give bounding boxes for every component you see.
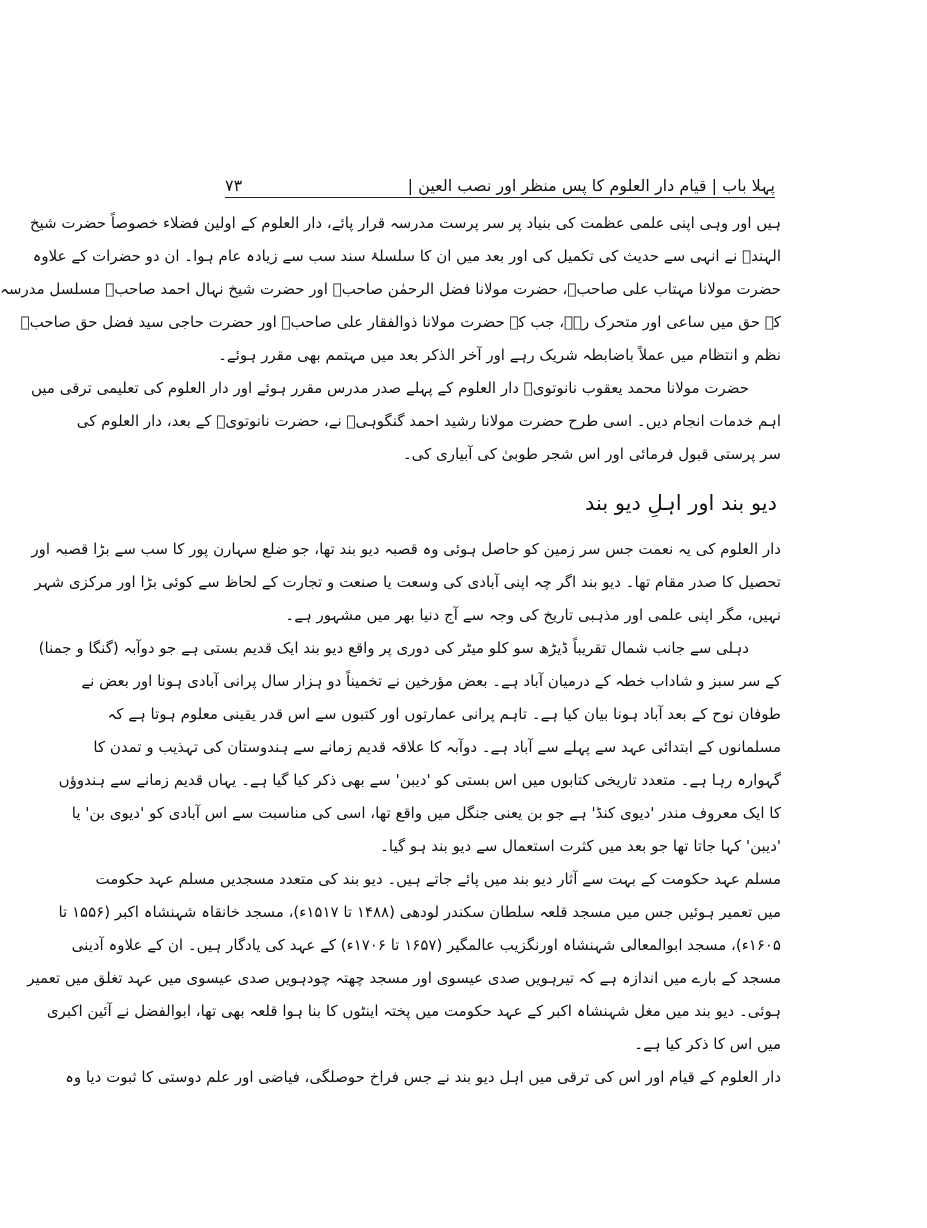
- text-line: نظم و انتظام میں عملاً باضابطہ شریک رہے اور آخر الذکر بعد میں مہتمم بھی مقرر ہوئے۔: [218, 346, 781, 364]
- text-line: مسلمانوں کے ابتدائی عہد سے پہلے سے آباد ہے۔ دوآبہ کا علاقہ قدیم زمانے سے ہندوستان کی تہذیب و تمدن کا: [93, 738, 781, 756]
- text-line: طوفان نوح کے بعد آباد ہونا بیان کیا ہے۔ تاہم پرانی عمارتوں اور کتبوں سے اس قدر یقینی معلوم ہوتا ہے کہ: [107, 705, 781, 723]
- text-line: میں تعمیر ہوئیں جس میں مسجد قلعہ سلطان سکندر لودھی (۱۴۸۸ تا ۱۵۱۷ء)، مسجد خانقاہ شہنشاہ اکبر (۱۵۵۶ تا: [58, 903, 781, 921]
- text-line: مسلم عہد حکومت کے بہت سے آثار دیو بند میں پائے جاتے ہیں۔ دیو بند کی متعدد مسجدیں مسلم عہد حکومت: [95, 870, 781, 888]
- text-line: کے سر سبز و شاداب خطہ کے درمیان آباد ہے۔ بعض مؤرخین نے تخمیناً دو ہزار سال پرانی آبادی ہونا اور بعض نے: [81, 672, 781, 690]
- text-line: ہیں اور وہی اپنی علمی عظمت کی بنیاد پر سر پرست مدرسہ قرار پائے، دار العلوم کے اولین فضلاء خصوصاً حضرت شیخ: [29, 214, 781, 232]
- text-line: مسجد کے بارے میں اندازہ ہے کہ تیرہویں صدی عیسوی اور مسجد چھتہ چودہویں صدی عیسوی میں عہد تغلق میں تعمیر: [27, 969, 781, 987]
- text-line: ہوئی۔ دیو بند میں مغل شہنشاہ اکبر کے عہد حکومت میں پختہ اینٹوں کا بنا ہوا قلعہ بھی تھا، ابوالفضل نے آئین اکبری: [46, 1002, 781, 1020]
- text-line: اہم خدمات انجام دیں۔ اسی طرح حضرت مولانا رشید احمد گنگوہیؒ نے، حضرت نانوتویؒ کے بعد، دار العلوم کی: [76, 412, 781, 430]
- paragraph-5: [27, 863, 781, 1061]
- text-line: سر پرستی قبول فرمائی اور اس شجر طوبیٰ کی آبیاری کی۔: [402, 445, 781, 463]
- text-line: دہلی سے جانب شمال تقریباً ڈیڑھ سو کلو میٹر کی دوری پر واقع دیو بند ایک قدیم بستی ہے جو دوآبہ (گنگا و جمنا): [38, 639, 749, 657]
- text-line: ۱۶۰۵ء)، مسجد ابوالمعالی شہنشاہ اورنگزیب عالمگیر (۱۶۵۷ تا ۱۷۰۶ء) کے عہد کی یادگار ہیں۔ ان کے علاوہ آدینی: [71, 936, 781, 954]
- text-line: الہندؒ نے انہی سے حدیث کی تکمیل کی اور بعد میں ان کا سلسلۂ سند سب سے زیادہ عام ہوا۔ ان دو حضرات کے علاوہ: [32, 247, 781, 265]
- paragraph-1: [0, 207, 781, 372]
- text-line: 'دیبن' کہا جاتا تھا جو بعد میں کثرت استعمال سے دیو بند ہو گیا۔: [380, 837, 781, 855]
- page-body: [0, 207, 781, 1094]
- text-line: حضرت مولانا محمد یعقوب نانوتویؒ دار العلوم کے پہلے صدر مدرس مقرر ہوئے اور دار العلوم کی تعلیمی ترقی میں: [30, 379, 749, 397]
- paragraph-3: [31, 533, 781, 632]
- chapter-title: پہلا باب | قیام دار العلوم کا پس منظر اور نصب العین |: [407, 176, 775, 195]
- paragraph-2: [30, 372, 781, 471]
- text-line: نہیں، مگر اپنی علمی اور مذہبی تاریخ کی وجہ سے آج دنیا بھر میں مشہور ہے۔: [285, 606, 781, 624]
- text-line: کا ایک معروف مندر 'دیوی کنڈ' ہے جو بن یعنی جنگل میں واقع تھا، اسی کی مناسبت سے اس آبادی کو 'دیوی بن' یا: [71, 804, 781, 822]
- text-line: میں اس کا ذکر کیا ہے۔: [634, 1035, 781, 1053]
- header-divider: [225, 197, 775, 198]
- section-heading: دیو بند اور اہلِ دیو بند: [584, 491, 777, 515]
- text-line: تحصیل کا صدر مقام تھا۔ دیو بند اگر چہ اپنی آبادی کی وسعت یا صنعت و تجارت کے لحاظ سے کوئی بڑا اور مرکزی شہر: [34, 573, 781, 591]
- paragraph-6: [65, 1061, 781, 1094]
- text-line: گہوارہ رہا ہے۔ متعدد تاریخی کتابوں میں اس بستی کو 'دیبن' سے بھی ذکر کیا گیا ہے۔ یہاں قدیم زمانے سے ہندوؤں: [58, 771, 781, 789]
- text-line: دار العلوم کے قیام اور اس کی ترقی میں اہل دیو بند نے جس فراخ حوصلگی، فیاضی اور علم دوستی کا ثبوت دیا وہ: [65, 1068, 781, 1086]
- text-line: دار العلوم کی یہ نعمت جس سر زمین کو حاصل ہوئی وہ قصبہ دیو بند تھا، جو ضلع سہارن پور کا سب سے بڑا قصبہ اور: [31, 540, 781, 558]
- running-header: [225, 160, 775, 194]
- text-line: حضرت مولانا مہتاب علی صاحبؒ، حضرت مولانا فضل الرحمٰن صاحبؒ اور حضرت شیخ نہال احمد صاحبؒ مسلسل مدرسہ: [0, 280, 781, 298]
- text-line: کے حق میں ساعی اور متحرک رہے، جب کہ حضرت مولانا ذوالفقار علی صاحبؒ اور حضرت حاجی سید فضل حق صاحبؒ: [20, 313, 781, 331]
- page-number: ۷۳: [225, 176, 243, 195]
- paragraph-4: [38, 632, 781, 863]
